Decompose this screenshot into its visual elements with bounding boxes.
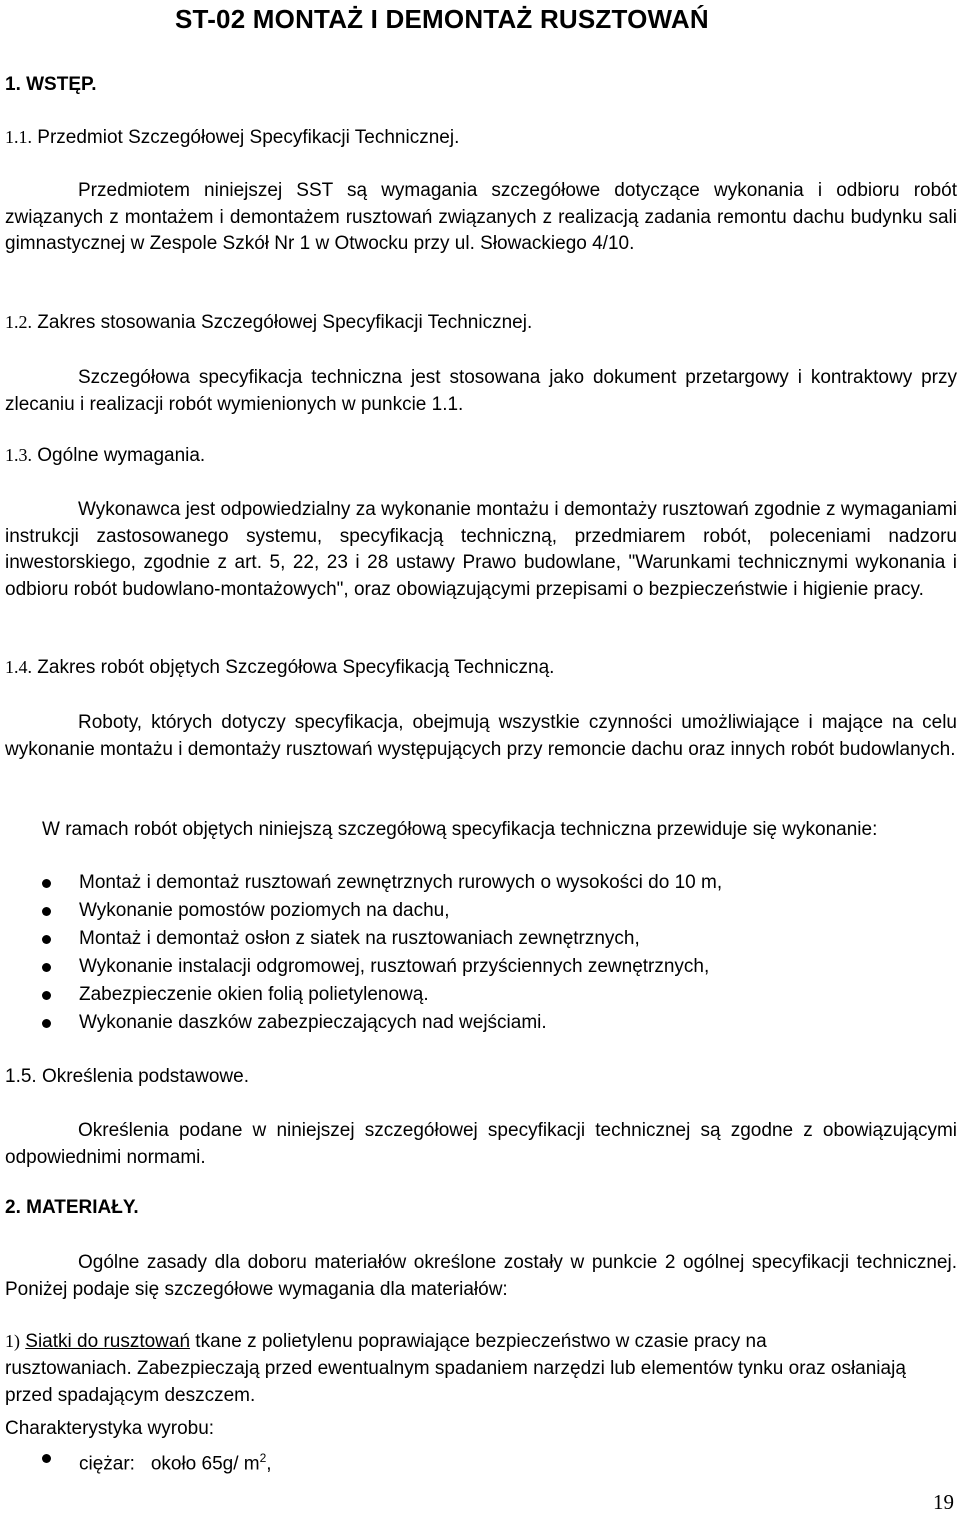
bullet-icon — [42, 1019, 51, 1028]
list-item: Zabezpieczenie okien folią polietylenową. — [0, 981, 960, 1009]
subsection-1-1-heading — [5, 127, 459, 149]
scope-bullet-list — [0, 869, 960, 1037]
section-2-text: Ogólne zasady dla doboru materiałów określone zostały w punkcie 2 ogólnej specyfikacji technicznej. Poniżej podaje się szczegółowe wymagania dla materiałów: — [5, 1252, 957, 1300]
list-item: Wykonanie daszków zabezpieczających nad wejściami. — [0, 1009, 960, 1037]
subsection-1-4-heading — [5, 657, 554, 679]
subsection-1-2-heading — [5, 312, 532, 334]
subsection-1-4-scope-intro: W ramach robót objętych niniejszą szczegółową specyfikacja techniczna przewiduje się wykonanie: — [42, 819, 878, 840]
list-item: Montaż i demontaż osłon z siatek na rusztowaniach zewnętrznych, — [0, 925, 960, 953]
bullet-icon — [42, 935, 51, 944]
subsection-1-4-text: Roboty, których dotyczy specyfikacja, obejmują wszystkie czynności umożliwiające i mające na celu wykonanie montażu i demontaży rusztowań występujących przy remoncie dachu oraz innych robót budowlanych. — [5, 712, 957, 760]
item-number: 1) — [5, 1331, 20, 1351]
list-item: Wykonanie instalacji odgromowej, rusztowań przyściennych zewnętrznych, — [0, 953, 960, 981]
weight-value: około 65g/ m — [150, 1453, 260, 1475]
subsection-title: Ogólne wymagania. — [37, 445, 206, 466]
bullet-icon — [42, 907, 51, 916]
material-item-1-description: rusztowaniach. Zabezpieczają przed ewentualnym spadaniem narzędzi lub elementów tynku oraz osłaniają przed spadającym deszczem. — [5, 1358, 906, 1406]
document-title: ST-02 MONTAŻ I DEMONTAŻ RUSZTOWAŃ — [175, 4, 709, 34]
section-1-heading: 1. WSTĘP. — [5, 74, 97, 95]
characteristics-list — [0, 1444, 960, 1475]
bullet-icon — [42, 1454, 51, 1463]
subsection-number: 1.4. — [5, 657, 32, 677]
subsection-number: 1.1. — [5, 127, 32, 147]
material-name: Siatki do rusztowań — [25, 1331, 191, 1352]
subsection-1-3-heading — [5, 445, 205, 467]
subsection-1-5-heading: 1.5. Określenia podstawowe. — [5, 1066, 249, 1087]
subsection-1-2-text: Szczegółowa specyfikacja techniczna jest stosowana jako dokument przetargowy i kontraktowy przy zlecaniu i realizacji robót wymienionych w punkcie 1.1. — [5, 367, 957, 415]
material-item-1-line1 — [5, 1331, 767, 1353]
page-number: 19 — [933, 1490, 954, 1514]
subsection-number: 1.2. — [5, 312, 32, 332]
subsection-title: Zakres stosowania Szczegółowej Specyfikacji Technicznej. — [37, 312, 533, 333]
list-item: ciężar: około 65g/ $m^2$, — [0, 1444, 960, 1472]
section-2-heading: 2. MATERIAŁY. — [5, 1197, 139, 1218]
subsection-1-5-text: Określenia podane w niniejszej szczegółowej specyfikacji technicznej są zgodne z obowiązującymi odpowiednimi normami. — [5, 1120, 957, 1168]
weight-unit-exponent: 2 — [259, 1451, 267, 1465]
bullet-icon — [42, 963, 51, 972]
list-item: Montaż i demontaż rusztowań zewnętrznych rurowych o wysokości do 10 m, — [0, 869, 960, 897]
weight-label: ciężar: — [79, 1453, 135, 1475]
product-characteristics-label: Charakterystyka wyrobu: — [5, 1418, 215, 1439]
subsection-1-1-text: Przedmiotem niniejszej SST są wymagania szczegółowe dotyczące wykonania i odbioru robót związanych z montażem i demontażem rusztowań związanych z realizacją zadania remontu dachu budynku sali gimnastycznej w Zespole Szkół Nr 1 w Otwocku przy ul. Słowackiego 4/10. — [5, 180, 957, 254]
subsection-number: 1.3. — [5, 445, 32, 465]
material-description-start: tkane z polietylenu poprawiające bezpieczeństwo w czasie pracy na — [190, 1331, 767, 1352]
bullet-icon — [42, 991, 51, 1000]
subsection-1-3-text: Wykonawca jest odpowiedzialny za wykonanie montażu i demontaży rusztowań zgodnie z wymaganiami instrukcji zastosowanego systemu, specyfikacją techniczną, przedmiarem robót, poleceniami nadzoru inwestorskiego, zgodnie z art. 5, 22, 23 i 28 ustawy Prawo budowlane, "Warunkami technicznymi wykonania i odbioru robót budowlano-montażowych", oraz obowiązującymi przepisami o bezpieczeństwie i higienie pracy. — [5, 499, 957, 600]
list-item: Wykonanie pomostów poziomych na dachu, — [0, 897, 960, 925]
bullet-icon — [42, 879, 51, 888]
subsection-title: Przedmiot Szczegółowej Specyfikacji Technicznej. — [37, 127, 460, 148]
subsection-title: Zakres robót objętych Szczegółowa Specyfikacją Techniczną. — [37, 657, 555, 678]
